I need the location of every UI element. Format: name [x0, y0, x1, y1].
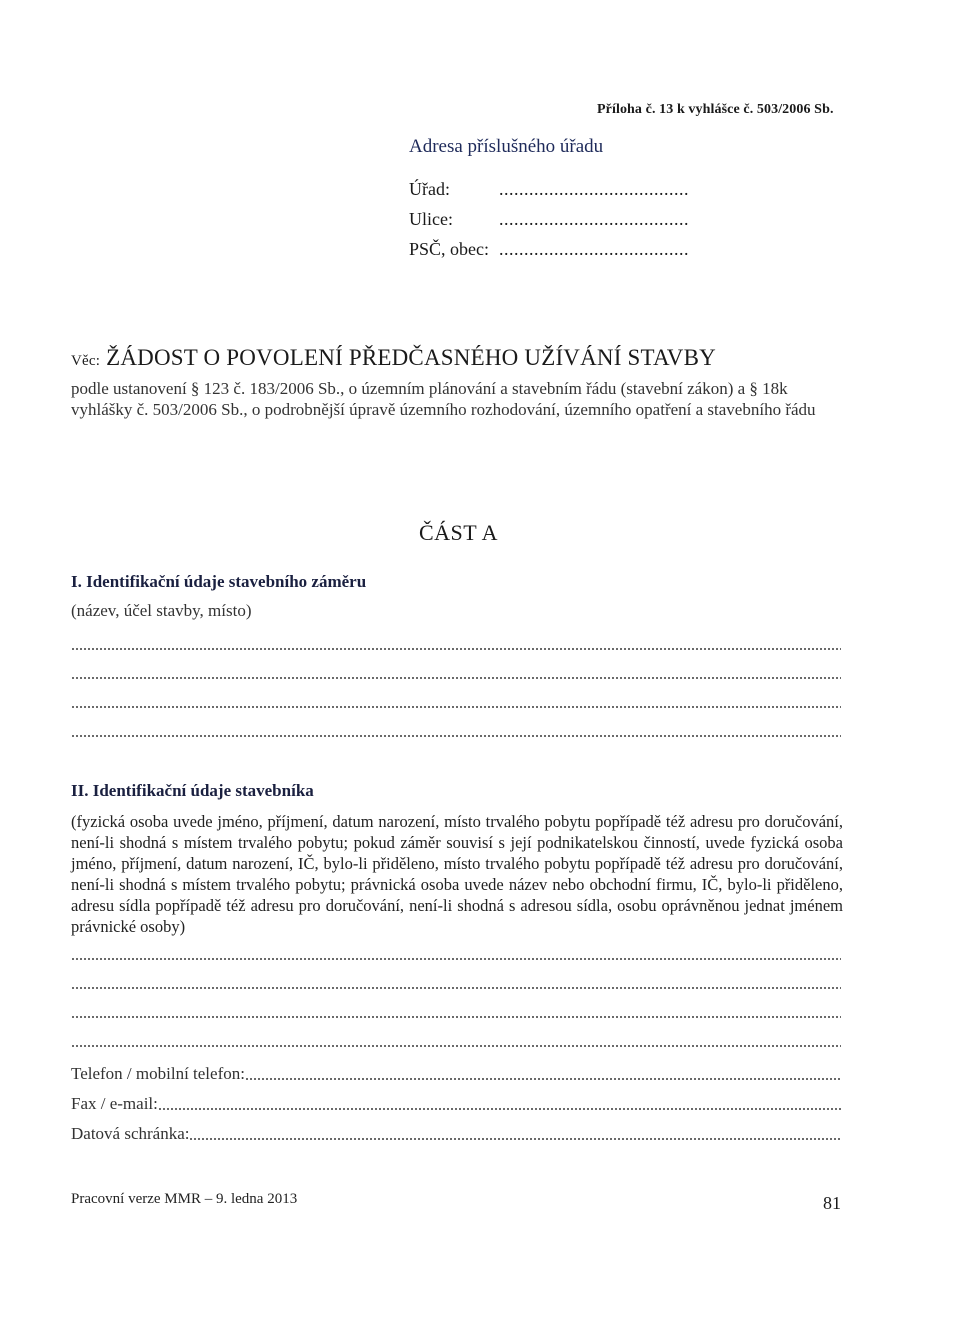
- street-field-value[interactable]: ......................................: [499, 209, 689, 229]
- office-field-label: Úřad:: [409, 179, 450, 199]
- section1-fill-line[interactable]: [71, 735, 841, 737]
- footer-version: Pracovní verze MMR – 9. ledna 2013: [71, 1191, 298, 1207]
- legal-basis-text: podle ustanovení § 123 č. 183/2006 Sb., o územním plánování a stavebním řádu (stavební zákon) a § 18k vyhlášky č. 503/2006 Sb., o podrobnější úpravě územního rozhodování, územního opatření a stavebního řádu: [71, 379, 816, 419]
- zip-city-field-label: PSČ, obec:: [409, 239, 490, 259]
- street-field-row: [409, 209, 689, 230]
- fax-email-field-label: Fax / e-mail:: [71, 1094, 158, 1113]
- phone-field-row: [71, 1064, 841, 1084]
- data-box-field-label: Datová schránka:: [71, 1124, 190, 1143]
- section1-fill-line[interactable]: [71, 677, 841, 679]
- subject-prefix: Věc:: [71, 353, 101, 369]
- subject-title: ŽÁDOST O POVOLENÍ PŘEDČASNÉHO UŽÍVÁNÍ STAVBY: [106, 345, 716, 370]
- section2-description: (fyzická osoba uvede jméno, příjmení, datum narození, místo trvalého pobytu popřípadě též adresu pro doručování, není-li shodná s místem trvalého pobytu; pokud záměr souvisí s její podnikatelskou činností, uvede fyzická osoba jméno, příjmení, datum narození, IČ, bylo-li přiděleno, místo trvalého pobytu popřípadě též adresu pro doručování, není-li shodná s místem trvalého pobytu; právnická osoba uvede název nebo obchodní firmu, IČ, bylo-li přiděleno, adresu sídla popřípadě též adresu pro doručování, není-li shodná s adresou sídla, osobu oprávněnou jednat jménem právnické osoby): [71, 812, 843, 936]
- page-number: 81: [823, 1193, 841, 1213]
- section2-fill-line[interactable]: [71, 958, 841, 960]
- fax-email-field-fill[interactable]: [158, 1108, 841, 1110]
- section1-fill-line[interactable]: [71, 648, 841, 650]
- office-field-row: [409, 179, 689, 200]
- street-field-label: Ulice:: [409, 209, 453, 229]
- section1-heading: I. Identifikační údaje stavebního záměru: [71, 572, 367, 591]
- office-field-value[interactable]: ......................................: [499, 179, 689, 199]
- zip-city-field-row: [409, 239, 689, 260]
- office-address-heading: Adresa příslušného úřadu: [409, 136, 604, 157]
- appendix-note: Příloha č. 13 k vyhlášce č. 503/2006 Sb.: [597, 102, 834, 117]
- data-box-field-row: [71, 1124, 841, 1144]
- section2-fill-line[interactable]: [71, 1045, 841, 1047]
- section1-note: (název, účel stavby, místo): [71, 601, 252, 620]
- zip-city-field-value[interactable]: ......................................: [499, 239, 689, 259]
- section2-fill-line[interactable]: [71, 987, 841, 989]
- data-box-field-fill[interactable]: [189, 1138, 841, 1140]
- phone-field-label: Telefon / mobilní telefon:: [71, 1064, 245, 1083]
- phone-field-fill[interactable]: [245, 1078, 841, 1080]
- section2-fill-line[interactable]: [71, 1016, 841, 1018]
- fax-email-field-row: [71, 1094, 841, 1114]
- section1-fill-line[interactable]: [71, 706, 841, 708]
- subject-line: [71, 345, 716, 371]
- section2-heading: II. Identifikační údaje stavebníka: [71, 781, 314, 800]
- part-title: ČÁST A: [419, 520, 499, 545]
